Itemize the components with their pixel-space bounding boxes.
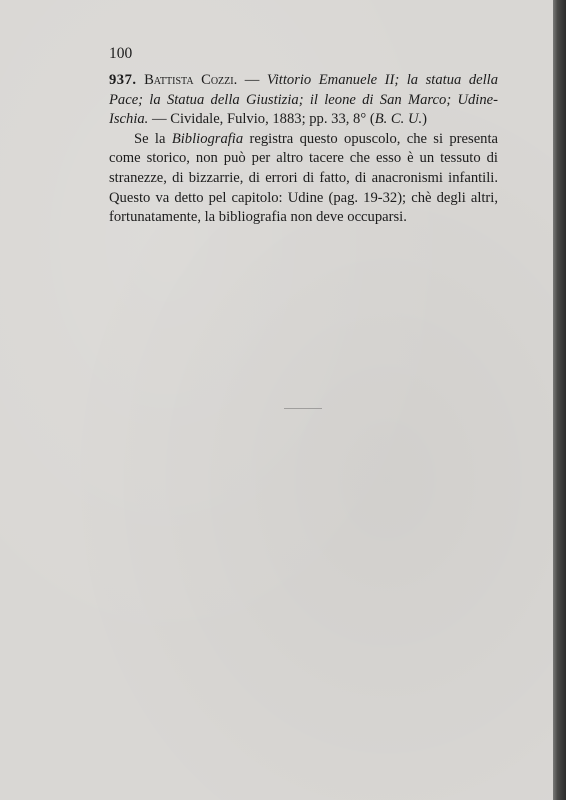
entry-dash: — [237,72,267,88]
entry-library-ref: B. C. U. [374,111,423,128]
entry-author: Battista Cozzi. [144,72,238,88]
entry-imprint-end: ) [422,111,428,128]
body-part-2: registra questo opuscolo, che si presenta come storico, non può per altro tacere che esso è un tessuto di stranezze, di bizzarrie, di errori di fatto, di anacronismi infantili. Questo va detto pel capitolo: Udine (pag. 19-32); chè degli altri, fortunatamente, la bibliografia non deve occuparsi. [109,130,498,226]
entry-heading [109,71,498,130]
body-part-1: Se la [134,130,172,147]
entry-number: 937. [109,72,137,88]
entry-dash: — [148,111,171,128]
page-number: 100 [109,45,133,62]
entry-imprint: Cividale, Fulvio, 1883; pp. 33, 8° ( [170,111,375,128]
entry-title: Vittorio Emanuele II; la statua della Pace; la Statua della Giustizia; il leone di San Marco; Udine-Ischia. [109,72,498,128]
body-bibliografia: Bibliografia [171,130,244,147]
show-through-rule [284,408,322,409]
page-edge [553,0,566,800]
bibliography-entry [109,71,498,228]
entry-body [109,130,498,228]
